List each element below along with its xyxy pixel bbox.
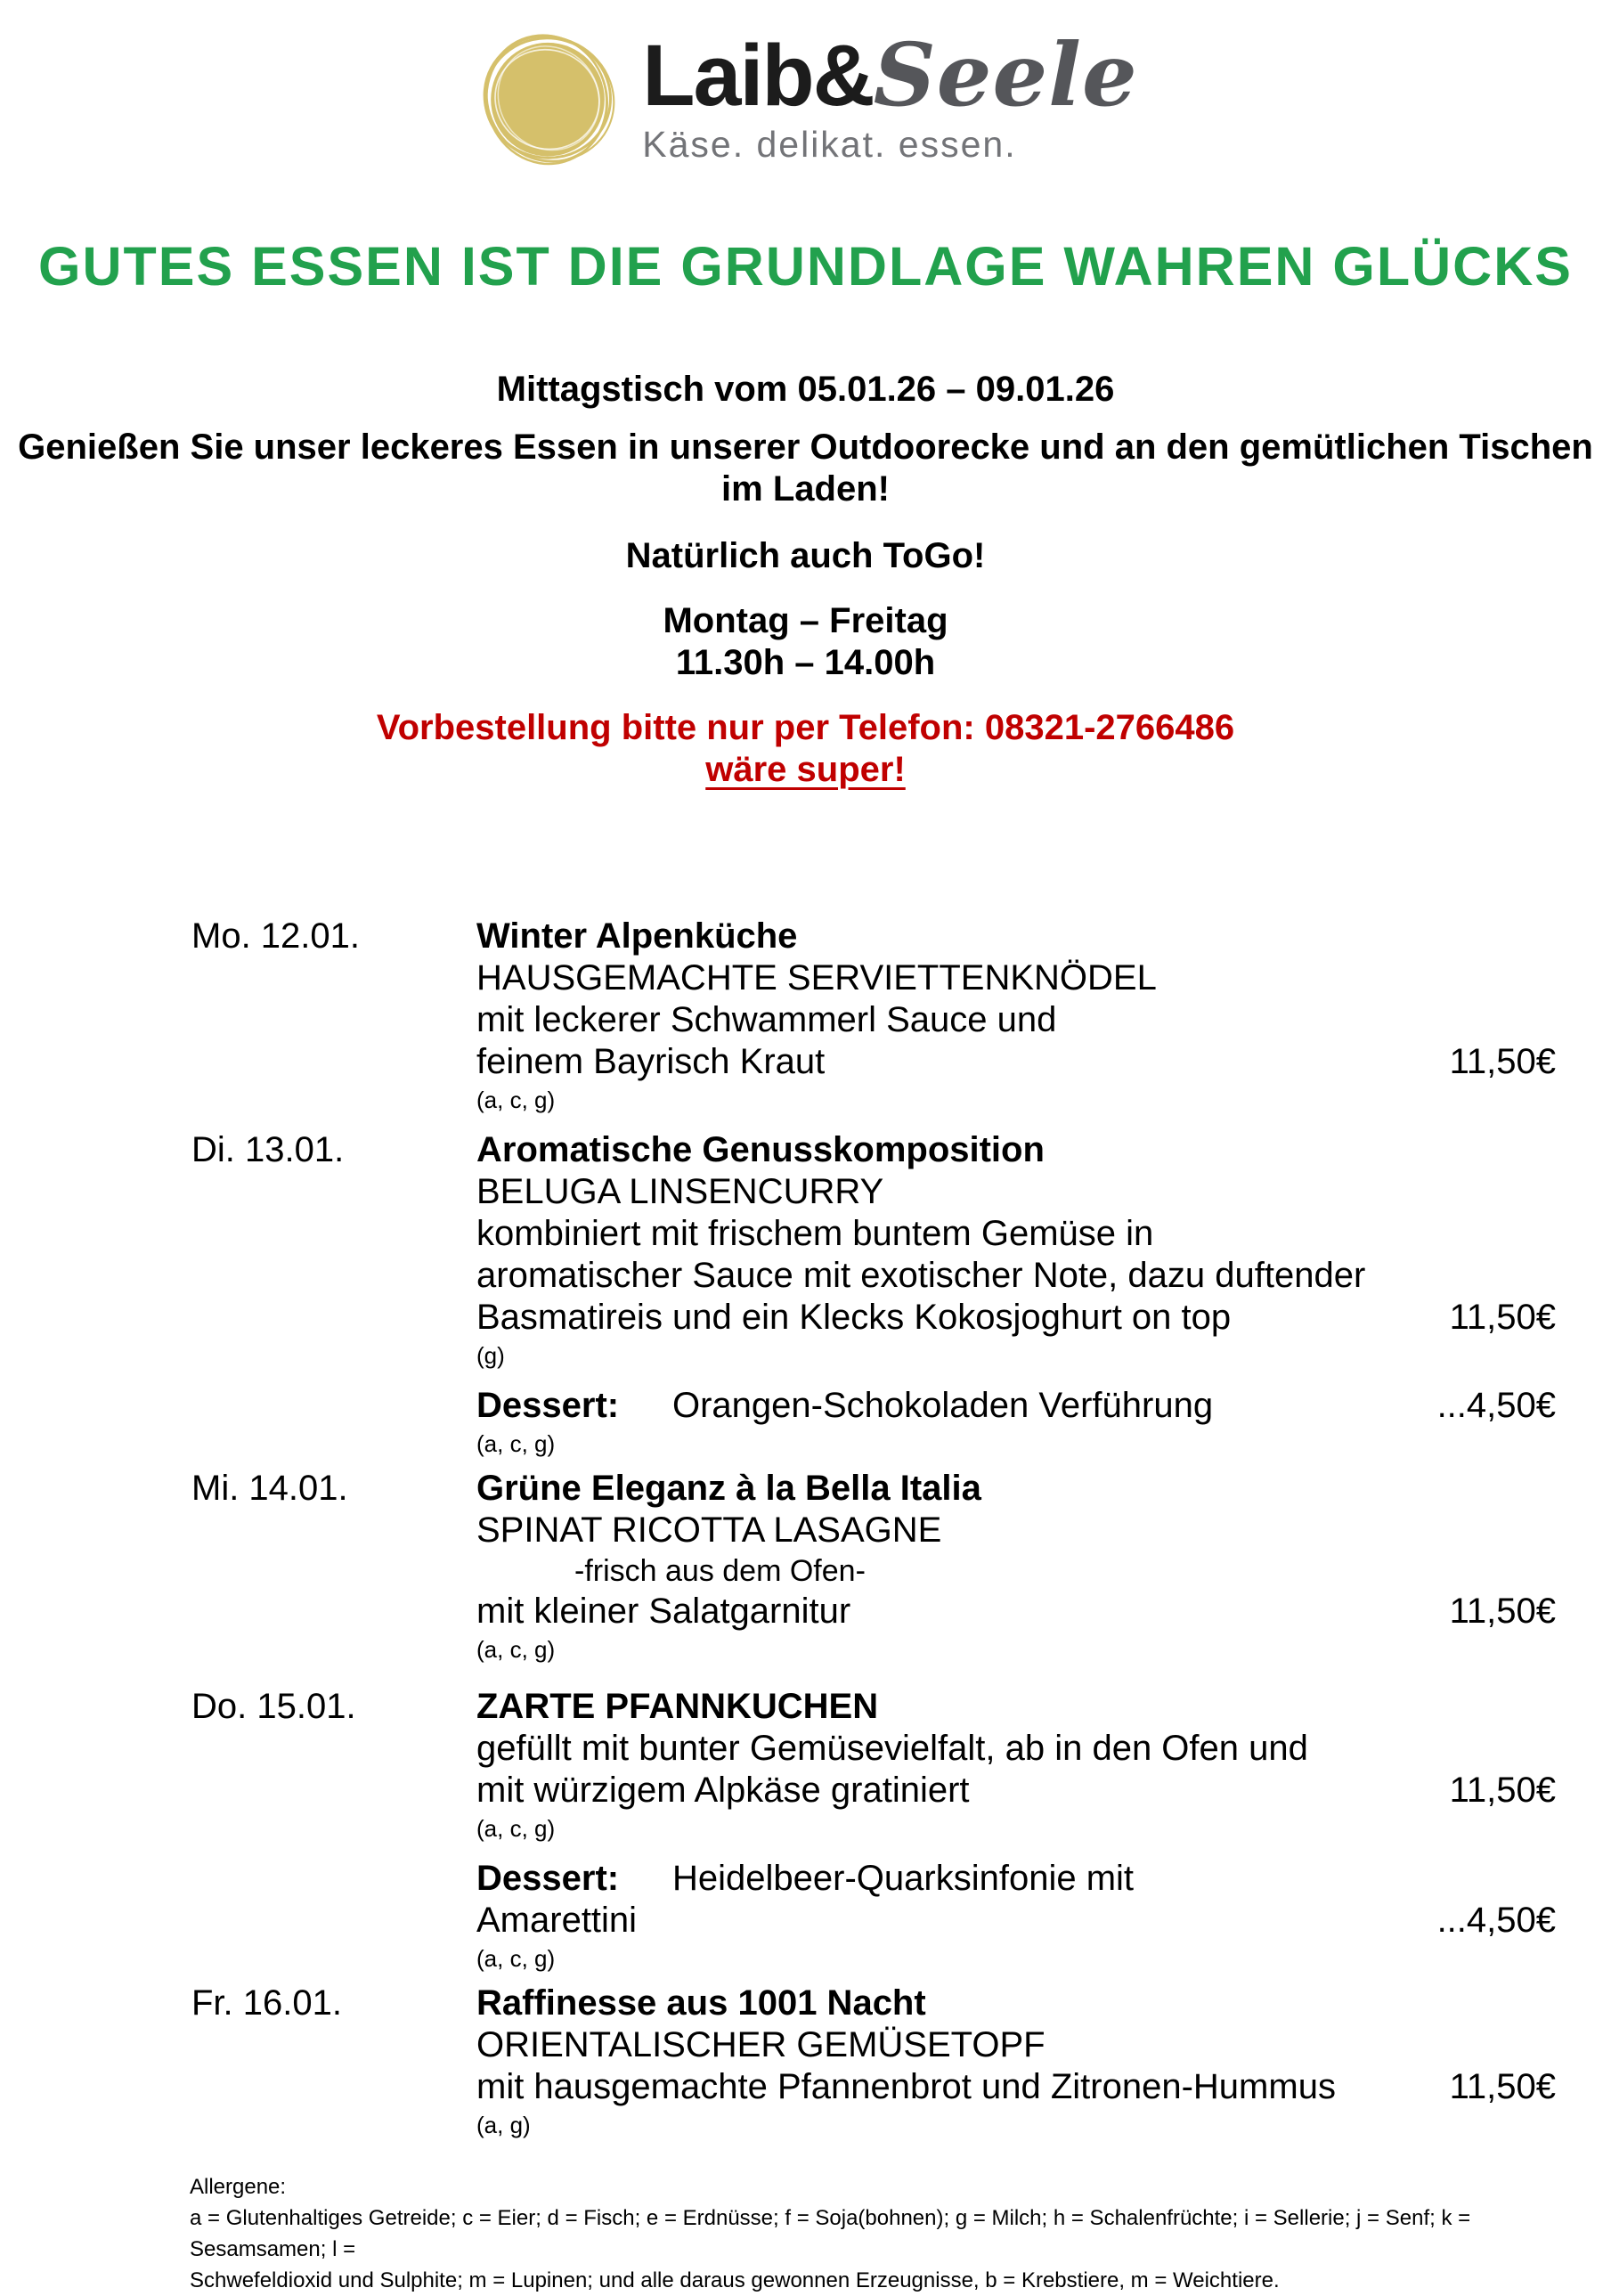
logo — [0, 0, 1611, 173]
dish-details — [476, 1983, 1556, 2140]
brand-name — [642, 23, 1138, 126]
lunch-period: Mittagstisch vom 05.01.26 – 09.01.26 — [496, 370, 1115, 409]
price-line — [476, 1385, 1556, 1427]
menu-row-monday — [191, 916, 1556, 1115]
dish-title: Aromatische Genusskomposition — [476, 1130, 1045, 1169]
dish-line: SPINAT RICOTTA LASAGNE — [476, 1510, 942, 1550]
dish-line: aromatischer Sauce mit exotischer Note, dazu duftender — [476, 1256, 1366, 1295]
brand-name-seele: Seele — [873, 23, 1138, 126]
invite-text — [0, 427, 1611, 510]
menu-row-friday — [191, 1983, 1556, 2140]
allergen-codes: (a, c, g) — [476, 1636, 556, 1663]
dish-price: 11,50€ — [1449, 2067, 1556, 2106]
allergen-codes: (a, c, g) — [476, 1087, 556, 1113]
dish-details — [476, 1129, 1556, 1371]
allergen-codes: (a, c, g) — [476, 1945, 556, 1972]
preorder-note: wäre super! — [705, 750, 906, 789]
dish-line: mit würzigem Alpkäse gratiniert — [476, 1771, 970, 1810]
menu-row-tuesday — [191, 1129, 1556, 1371]
brand-name-laib: Laib& — [642, 26, 874, 124]
dish-line: ORIENTALISCHER GEMÜSETOPF — [476, 2025, 1046, 2064]
cheese-wheel-icon — [473, 23, 622, 173]
dessert-label: Dessert: — [476, 1859, 620, 1898]
allergen-codes: (a, c, g) — [476, 1815, 556, 1842]
date-label: Mi. 14.01. — [191, 1469, 348, 1508]
dish-line: kombiniert mit frischem buntem Gemüse in — [476, 1214, 1154, 1253]
allergen-legend-line-2: Schwefeldioxid und Sulphite; m = Lupinen; und alle daraus gewonnen Erzeugnisse, b = Krebstiere, m = Weichtiere. — [190, 2268, 1280, 2292]
brand-block — [642, 23, 1138, 167]
allergen-codes: (a, g) — [476, 2112, 531, 2138]
allergen-codes: (g) — [476, 1342, 505, 1369]
dish-details — [476, 1468, 1556, 1665]
dish-note: -frisch aus dem Ofen- — [574, 1554, 866, 1588]
date-label: Di. 13.01. — [191, 1130, 345, 1169]
dish-title: Grüne Eleganz à la Bella Italia — [476, 1469, 981, 1508]
dish-details — [476, 1858, 1556, 1974]
dish-line: Amarettini — [476, 1901, 638, 1940]
dessert-label: Dessert: — [476, 1386, 620, 1425]
dish-line: BELUGA LINSENCURRY — [476, 1172, 884, 1211]
dish-price: ...4,50€ — [1436, 1901, 1556, 1940]
date-label: Mo. 12.01. — [191, 916, 361, 956]
dish-line: Orangen-Schokoladen Verführung — [672, 1386, 1214, 1425]
price-line — [476, 2066, 1556, 2108]
page-headline: GUTES ESSEN IST DIE GRUNDLAGE WAHREN GLÜCKS — [38, 236, 1573, 297]
dish-details — [476, 916, 1556, 1115]
service-hours: 11.30h – 14.00h — [675, 643, 936, 682]
intro-block — [0, 369, 1611, 791]
date-label-empty — [191, 1385, 476, 1459]
dish-price: 11,50€ — [1449, 1771, 1556, 1810]
invite-line-2: im Laden! — [721, 469, 890, 509]
service-days: Montag – Freitag — [663, 601, 948, 640]
date-label: Fr. 16.01. — [191, 1983, 342, 2023]
dish-line: mit leckerer Schwammerl Sauce und — [476, 1000, 1057, 1039]
dish-price: 11,50€ — [1449, 1592, 1556, 1631]
dish-line: Basmatireis und ein Klecks Kokosjoghurt on top — [476, 1298, 1232, 1337]
allergen-legend-line-1: a = Glutenhaltiges Getreide; c = Eier; d = Fisch; e = Erdnüsse; f = Soja(bohnen); g = Milch; h = Schalenfrüchte; i = Sellerie; j = Senf; k = Sesamsamen; l = — [190, 2206, 1471, 2261]
dish-line: mit hausgemachte Pfannenbrot und Zitronen-Hummus — [476, 2067, 1336, 2106]
dish-details — [476, 1686, 1556, 1844]
menu-row-dessert-tuesday — [191, 1385, 1556, 1459]
price-line — [476, 1297, 1556, 1339]
dish-line: Heidelbeer-Quarksinfonie mit — [672, 1859, 1135, 1898]
dish-line: gefüllt mit bunter Gemüsevielfalt, ab in den Ofen und — [476, 1729, 1308, 1768]
weekly-menu — [191, 916, 1556, 2154]
preorder-phone-note: Vorbestellung bitte nur per Telefon: 08321-2766486 — [376, 708, 1235, 747]
togo-note: Natürlich auch ToGo! — [625, 536, 986, 575]
date-label-empty — [191, 1858, 476, 1974]
date-label: Do. 15.01. — [191, 1687, 356, 1726]
menu-row-thursday — [191, 1686, 1556, 1844]
price-line — [476, 1770, 1556, 1812]
dish-line: feinem Bayrisch Kraut — [476, 1042, 826, 1081]
allergen-legend — [190, 2171, 1579, 2296]
dessert-first-line — [476, 1858, 1556, 1900]
dish-price: 11,50€ — [1449, 1042, 1556, 1081]
invite-line-1: Genießen Sie unser leckeres Essen in unserer Outdoorecke und an den gemütlichen Tischen — [18, 427, 1593, 467]
service-times — [0, 600, 1611, 684]
menu-row-dessert-thursday — [191, 1858, 1556, 1974]
price-line — [476, 1041, 1556, 1083]
price-line — [476, 1591, 1556, 1632]
allergen-codes: (a, c, g) — [476, 1430, 556, 1457]
dish-details — [476, 1385, 1556, 1459]
menu-row-wednesday — [191, 1468, 1556, 1665]
price-line — [476, 1900, 1556, 1942]
dish-line: HAUSGEMACHTE SERVIETTENKNÖDEL — [476, 958, 1157, 997]
dish-title: Raffinesse aus 1001 Nacht — [476, 1983, 926, 2023]
dish-title: Winter Alpenküche — [476, 916, 798, 956]
dish-price: ...4,50€ — [1436, 1386, 1556, 1425]
allergen-legend-label: Allergene: — [190, 2175, 287, 2199]
brand-tagline: Käse. delikat. essen. — [642, 124, 1017, 166]
dish-title: ZARTE PFANNKUCHEN — [476, 1687, 879, 1726]
dish-price: 11,50€ — [1449, 1298, 1556, 1337]
dish-line: mit kleiner Salatgarnitur — [476, 1592, 851, 1631]
